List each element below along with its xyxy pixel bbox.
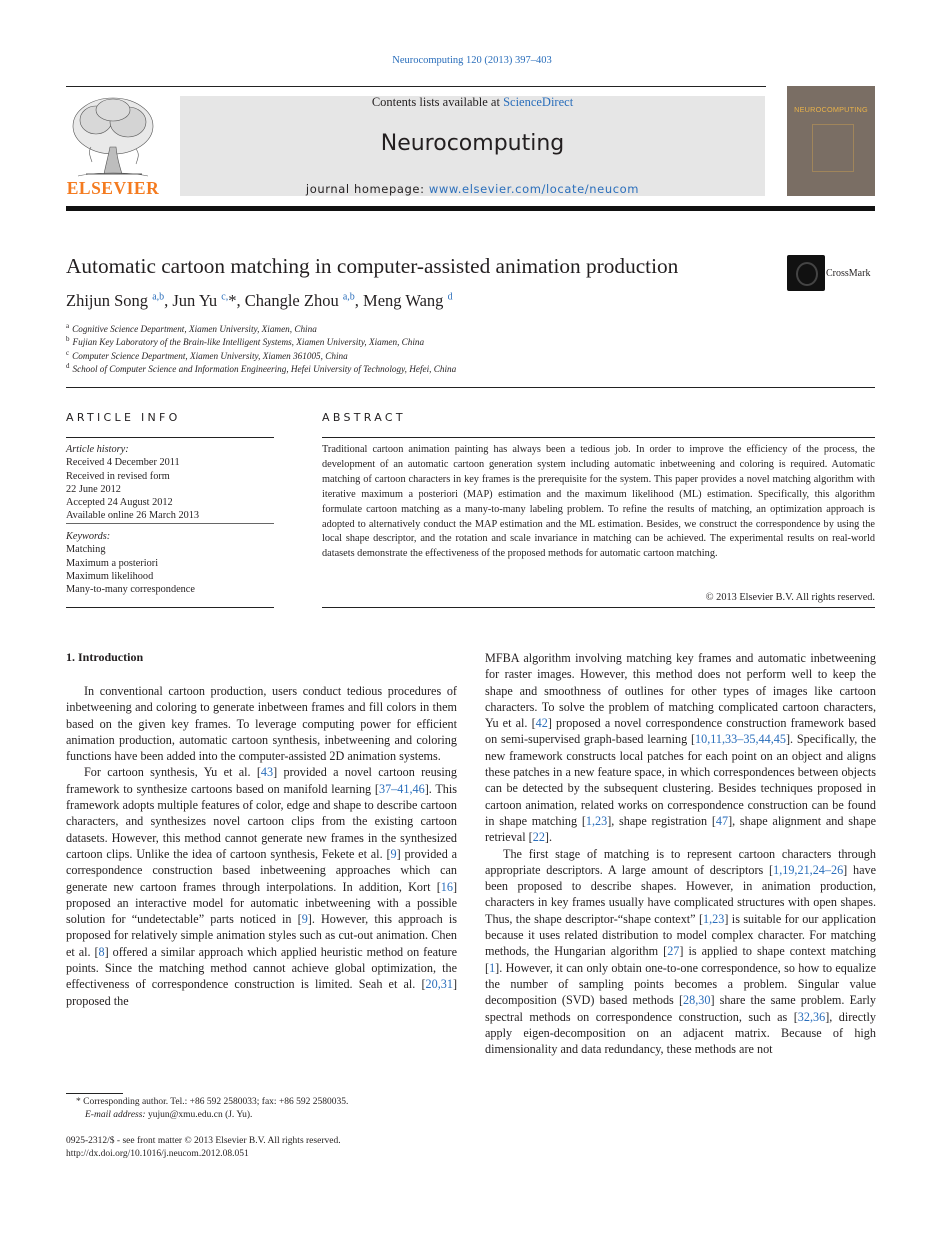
citation-link[interactable]: 1 [489, 960, 496, 975]
cover-detail [812, 124, 854, 172]
citation-link[interactable]: 20,31 [425, 977, 453, 992]
author-name[interactable]: Zhijun Song [66, 291, 149, 310]
history-item: 22 June 2012 [66, 483, 121, 495]
citation-link[interactable]: 37–41,46 [378, 781, 425, 796]
affiliation-key: c [66, 348, 70, 357]
body-paragraph: MFBA algorithm involving matching key frames and automatic inbetweening for raster images. However, this method does not perform well to keep the shape and smoothness of outlines for other types of images like cartoon characters. To solve the problem of matching complicated cartoon characters, Yu et al. [42] proposed a novel correspondence construction framework based on semi-supervised graph-based learning [10,11,33–35,44,45]. Specifically, the new framework constructs local patches for each point on an object and aligns these patches in a new feature space, in which correspondences between objects can be detected by the subsequent clustering. Besides techniques proposed in cartoon animation, related works on correspondence construction can be found in shape matching [1,23], shape registration [47], shape alignment and shape retrieval [22]. [485, 651, 876, 845]
citation-link[interactable]: 10,11,33–35,44,45 [695, 732, 786, 747]
affiliation-text: School of Computer Science and Information Engineering, Hefei University of Technology, Hefei, China [72, 364, 457, 375]
header-top-rule [66, 86, 766, 87]
affiliation-text: Computer Science Department, Xiamen University, Xiamen 361005, China [72, 350, 348, 361]
body-paragraph: In conventional cartoon production, users conduct tedious procedures of inbetweening and coloring to generate inbetween frames and fill colors in them based on the given key frames. To leverage computing power for efficient animation production, automatic cartoon synthesis, inbetweening and coloring functions have been added into the computer-assisted 2D animation systems. [66, 684, 457, 764]
citation-link[interactable]: 47 [715, 813, 729, 828]
right-column [485, 650, 876, 1057]
email-label: E-mail address: [85, 1110, 146, 1120]
citation-link[interactable]: 27 [667, 944, 680, 959]
journal-title: Neurocomputing [380, 131, 565, 156]
citation-link[interactable]: 16 [440, 879, 453, 894]
history-rule [66, 523, 274, 524]
keywords-rule [66, 607, 274, 608]
citation-link[interactable]: 32,36 [797, 1009, 826, 1024]
issn-line: 0925-2312/$ - see front matter © 2013 Elsevier B.V. All rights reserved. [66, 1136, 341, 1146]
citation-link[interactable]: 43 [260, 765, 274, 780]
affiliation-key: a [66, 322, 70, 330]
affiliation-key: b [66, 335, 70, 344]
homepage-prefix: journal homepage: [305, 182, 429, 196]
citation-link[interactable]: 1,19,21,24–26 [773, 862, 844, 877]
footnote-rule [66, 1093, 123, 1094]
body-paragraph: For cartoon synthesis, Yu et al. [43] provided a novel cartoon reusing framework to synthesize cartoons based on manifold learning [37–41,46]. This framework adopts multiple features of color, edge and shape to describe cartoon characters, and synthesizes novel cartoon clips from the existing cartoon datasets. However, this method cannot generate new frames in the synthesized cartoon clips. Unlike the idea of cartoon synthesis, Fekete et al. [9] provided a correspondence construction based inbetweening approaches which can generate new cartoon frames through interpolations. In addition, Kort [16] proposed an interactive model for automatic inbetweening with a possible solution for “undetectable” parts noticed in [9]. However, this approach is proposed for relatively simple animation styles such as cut-out animation. Chen et al. [8] offered a similar approach which applied heuristic method on feature points. Since the matching method cannot achieve global optimization, the effectiveness of correspondence construction is limited. Seah et al. [20,31] proposed the [66, 765, 458, 1008]
article-history [66, 443, 274, 523]
history-label: Article history: [66, 444, 129, 455]
citation-link[interactable]: 22 [532, 830, 545, 845]
citation-link[interactable]: 1,23 [703, 911, 725, 926]
affiliation-item [66, 362, 456, 374]
citation-link[interactable]: 8 [98, 944, 105, 959]
abstract-heading: ABSTRACT [322, 411, 406, 424]
author-name[interactable]: Meng Wang [363, 291, 444, 310]
section-title-introduction: 1. Introduction [66, 650, 144, 664]
history-list [66, 456, 274, 522]
author-list: Zhijun Song $^{a,b}$, Jun Yu $^{c,}$*, Changle Zhou $^{a,b}$, Meng Wang $^d$ [66, 291, 453, 310]
crossmark-label[interactable]: CrossMark [826, 268, 871, 279]
article-info-rule [66, 437, 274, 438]
abstract-text: Traditional cartoon animation painting has always been a tedious job. In order to improve the efficiency of the process, the development of an automatic cartoon generation system including automatic inbetweening and coloring is required. Automatic matching of cartoon characters in key frames is the prerequisite for the system. This paper provides a novel matching algorithm with iterative maximum a posteriori (MAP) estimation and the maximum likelihood (ML) estimation. Specifically, this algorithm formulate cartoon matching as a many-to-many labeling problem. To refine the results of matching, an optimization approach is adopted to alternatively conduct the MAP estimation and the ML estimation. Besides, we construct the correspondence by using the local shape descriptor, and the rotation and scale invariance in matching can be achieved. The experimental results on real-world datasets demonstrate the effectiveness of the proposed methods for automatic cartoon matching. [322, 444, 875, 560]
homepage-link[interactable]: www.elsevier.com/locate/neucom [428, 182, 640, 196]
author-affiliation-mark[interactable]: c, [221, 291, 229, 303]
author-name[interactable]: Jun Yu [172, 291, 218, 310]
affiliation-item [66, 335, 424, 347]
title-bottom-rule [66, 387, 875, 388]
contents-line [180, 95, 765, 110]
keyword-item: Matching [66, 544, 106, 556]
affiliation-item [66, 349, 348, 361]
elsevier-wordmark[interactable]: ELSEVIER [66, 178, 160, 198]
affiliation-item [66, 322, 317, 334]
doi-line[interactable]: http://dx.doi.org/10.1016/j.neucom.2012.08.051 [66, 1149, 249, 1159]
paper-title: Automatic cartoon matching in computer-assisted animation production [66, 254, 679, 278]
abstract-bottom-rule [322, 607, 875, 608]
history-item: Received 4 December 2011 [66, 457, 180, 469]
author-affiliation-mark[interactable]: a,b [152, 291, 165, 303]
author-name[interactable]: Changle Zhou [244, 291, 339, 310]
crossmark-ring [796, 262, 818, 286]
keywords-label: Keywords: [66, 531, 111, 542]
citation-link[interactable]: 28,30 [683, 993, 711, 1008]
history-item: Accepted 24 August 2012 [66, 497, 173, 509]
citation-link[interactable]: 9 [301, 912, 308, 927]
email-address[interactable]: yujun@xmu.edu.cn (J. Yu). [145, 1110, 253, 1120]
affiliation-text: Cognitive Science Department, Xiamen University, Xiamen, China [72, 324, 317, 335]
author-affiliation-mark[interactable]: d [447, 291, 453, 303]
contents-prefix: Contents lists available at [371, 95, 504, 109]
abstract-copyright: © 2013 Elsevier B.V. All rights reserved. [705, 592, 875, 603]
keyword-item: Many-to-many correspondence [66, 584, 195, 596]
body-paragraph: The first stage of matching is to represent cartoon characters through appropriate descriptors. A large amount of descriptors [1,19,21,24–26] have been proposed to describe shapes. However, in animation production, characters in key frames usually have complicated structures with open shapes. Thus, the shape descriptor-“shape context” [1,23] is suitable for our application because it uses related distribution to model complex character. For matching methods, the Hungarian algorithm [27] is applied to shape context matching [1]. However, it can only obtain one-to-one correspondence, so how to equalize the number of sampling points becomes a problem. Singular value decomposition (SVD) based methods [28,30] share the same problem. Early spectral methods on correspondence construction, such as [32,36], directly apply eigen-decomposition on an adjacent matrix. Because of high dimensionality and data redundancy, these methods are not [485, 846, 876, 1057]
cover-title: NEUROCOMPUTING [794, 105, 868, 114]
affiliation-text: Fujian Key Laboratory of the Brain-like Intelligent Systems, Xiamen University, Xiamen, China [72, 337, 425, 348]
citation-link[interactable]: 9 [390, 846, 397, 861]
affiliation-key: d [66, 362, 70, 371]
left-column [66, 683, 457, 1009]
corresponding-author-note: * Corresponding author. Tel.: +86 592 2580033; fax: +86 592 2580035. [76, 1097, 349, 1107]
keyword-list [66, 543, 274, 596]
corresponding-author-mark[interactable]: * [228, 291, 237, 310]
keyword-item: Maximum a posteriori [66, 557, 159, 569]
sciencedirect-link[interactable]: ScienceDirect [503, 95, 574, 109]
journal-homepage [180, 182, 765, 196]
header-bottom-rule [66, 206, 875, 211]
email-note [85, 1110, 252, 1120]
abstract-rule [322, 437, 875, 438]
keywords-block [66, 530, 274, 596]
citation-link[interactable]: 42 [535, 716, 548, 731]
article-info-heading: ARTICLE INFO [66, 411, 181, 424]
author-affiliation-mark[interactable]: a,b [342, 291, 355, 303]
keyword-item: Maximum likelihood [66, 570, 154, 582]
history-item: Available online 26 March 2013 [66, 510, 200, 522]
journal-citation[interactable]: Neurocomputing 120 (2013) 397–403 [392, 55, 552, 66]
citation-link[interactable]: 1,23 [585, 813, 608, 828]
history-item: Received in revised form [66, 470, 170, 482]
